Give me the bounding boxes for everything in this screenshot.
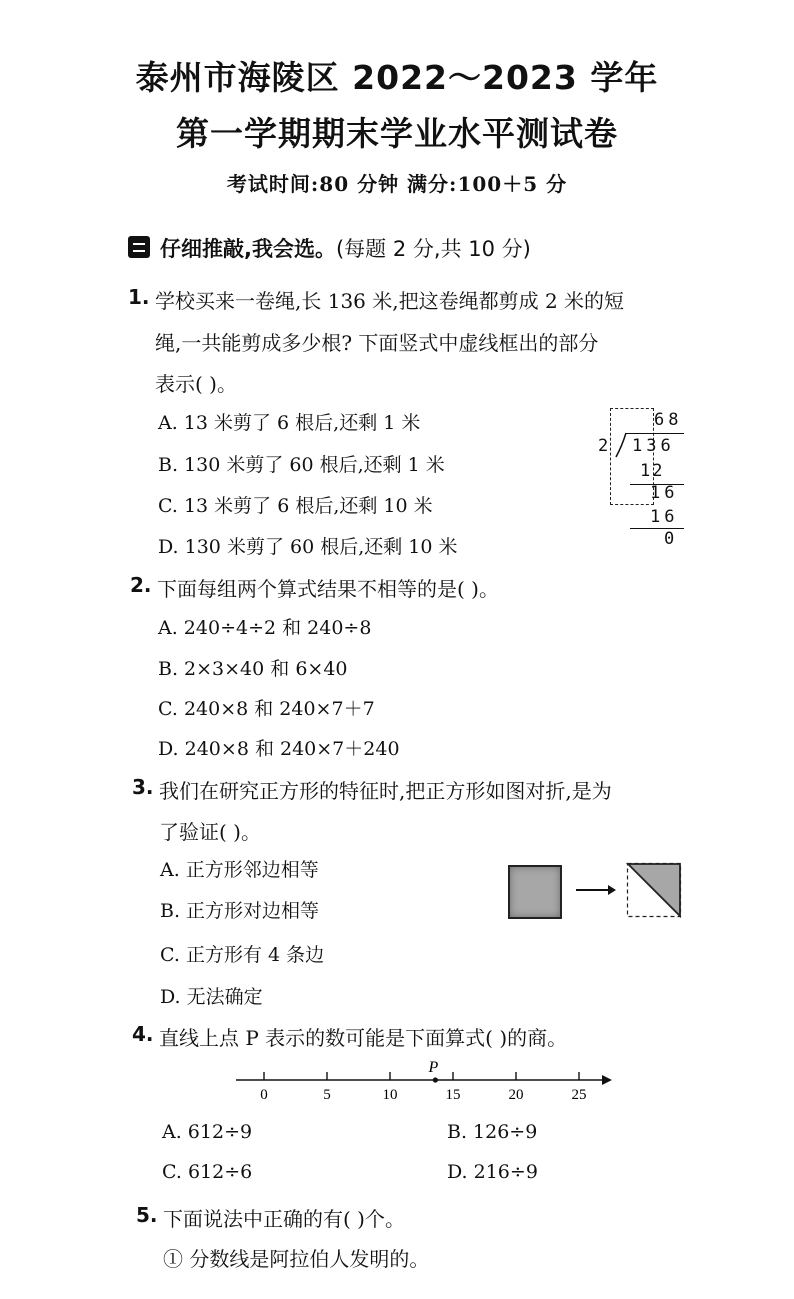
number-line <box>230 1055 620 1105</box>
q4-option-c: C. 612÷6 <box>162 1161 253 1183</box>
q1-number: 1. <box>128 285 150 309</box>
q2-option-c: C. 240×8 和 240×7＋7 <box>158 698 375 720</box>
tick-label-10: 10 <box>382 1087 398 1103</box>
division-step3: 16 <box>650 507 679 527</box>
q2-option-b: B. 2×3×40 和 6×40 <box>158 658 348 680</box>
division-bracket <box>614 432 630 458</box>
q5-text: 下面说法中正确的有( )个。 <box>163 1207 405 1231</box>
exam-title-line2: 第一学期期末学业水平测试卷 <box>176 114 618 153</box>
q3-text-line2: 了验证( )。 <box>159 820 261 844</box>
division-line2 <box>630 528 684 529</box>
section-number-badge <box>128 236 150 258</box>
exam-title-line1: 泰州市海陵区 2022～2023 学年 <box>135 58 659 97</box>
q2-option-a: A. 240÷4÷2 和 240÷8 <box>158 617 372 639</box>
tick-label-15: 15 <box>445 1087 461 1103</box>
q4-option-b: B. 126÷9 <box>447 1121 538 1143</box>
division-step2: 16 <box>650 483 679 503</box>
division-step1: 12 <box>640 461 665 481</box>
division-bar <box>626 433 684 434</box>
right-arrow-icon <box>574 882 618 898</box>
q1-text-line1: 学校买来一卷绳,长 136 米,把这卷绳都剪成 2 米的短 <box>155 289 625 313</box>
section-title <box>160 233 531 263</box>
division-quotient: 68 <box>654 410 683 430</box>
point-p-label: P <box>428 1059 439 1076</box>
point-p-marker <box>433 1077 438 1082</box>
q3-text-line1: 我们在研究正方形的特征时,把正方形如图对折,是为 <box>159 779 612 803</box>
q4-text: 直线上点 P 表示的数可能是下面算式( )的商。 <box>159 1026 568 1050</box>
q2-number: 2. <box>130 573 152 597</box>
q2-option-d: D. 240×8 和 240×7＋240 <box>158 738 400 760</box>
division-divisor: 2 <box>598 436 609 456</box>
q1-option-a: A. 13 米剪了 6 根后,还剩 1 米 <box>158 412 421 434</box>
q1-text-line3: 表示( )。 <box>155 372 237 396</box>
q3-number: 3. <box>132 775 154 799</box>
q5-number: 5. <box>136 1203 158 1227</box>
square-shape <box>508 865 562 919</box>
tick-label-0: 0 <box>260 1087 268 1103</box>
q1-option-d: D. 130 米剪了 60 根后,还剩 10 米 <box>158 536 458 558</box>
q1-option-b: B. 130 米剪了 60 根后,还剩 1 米 <box>158 454 445 476</box>
division-dividend: 136 <box>632 436 675 456</box>
q4-number: 4. <box>132 1022 154 1046</box>
section-score-note: (每题 2 分,共 10 分) <box>335 237 531 261</box>
q4-option-d: D. 216÷9 <box>447 1161 538 1183</box>
number-line-arrow-icon <box>602 1075 612 1085</box>
q5-item1: ① 分数线是阿拉伯人发明的。 <box>163 1247 430 1271</box>
tick-label-5: 5 <box>323 1087 331 1103</box>
q3-option-d: D. 无法确定 <box>160 986 263 1008</box>
q3-option-a: A. 正方形邻边相等 <box>160 859 319 881</box>
q4-option-a: A. 612÷9 <box>162 1121 253 1143</box>
section-title-text: 仔细推敲,我会选。 <box>160 237 336 261</box>
exam-meta: 考试时间:80 分钟 满分:100＋5 分 <box>226 172 568 196</box>
tick-label-20: 20 <box>508 1087 524 1103</box>
q1-option-c: C. 13 米剪了 6 根后,还剩 10 米 <box>158 495 433 517</box>
q3-option-c: C. 正方形有 4 条边 <box>160 944 325 966</box>
q3-option-b: B. 正方形对边相等 <box>160 900 320 922</box>
q1-text-line2: 绳,一共能剪成多少根? 下面竖式中虚线框出的部分 <box>155 331 599 355</box>
tick-label-25: 25 <box>571 1087 587 1103</box>
folded-square-shape <box>626 862 682 918</box>
q2-text: 下面每组两个算式结果不相等的是( )。 <box>157 577 499 601</box>
division-remainder: 0 <box>664 529 675 549</box>
